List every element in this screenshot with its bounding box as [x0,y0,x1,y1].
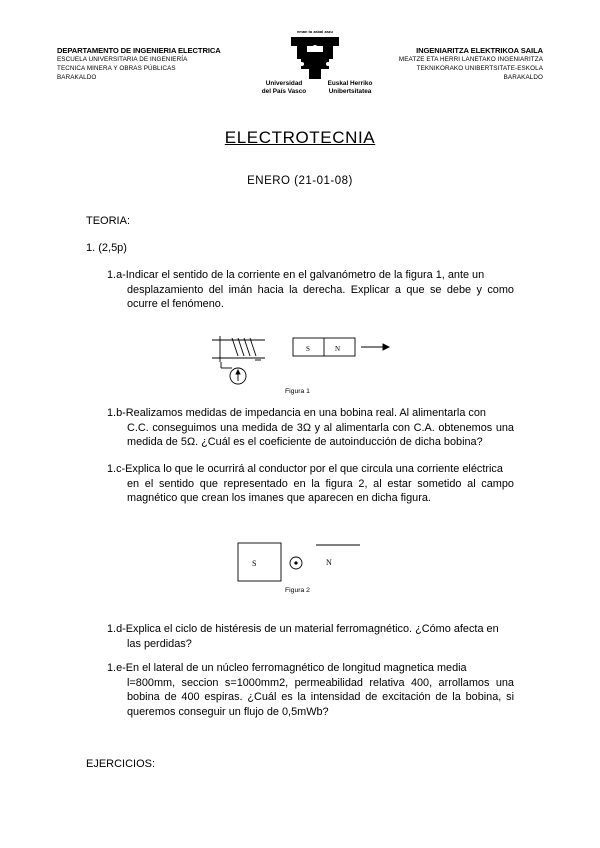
document-title: ELECTROTECNIA [224,128,376,147]
question-1c-cont: en el sentido que representado en la figura 2, al estar sometido al campo magnético que crean los imanes que aparecen en dicha figura. [127,477,514,504]
question-1b [107,406,514,450]
university-name-eu: Euskal Herriko Unibertsitatea [327,80,373,95]
question-1b-lead: 1.b-Realizamos medidas de impedancia en una bobina real. Al alimentarla con [107,407,486,419]
header-left [57,46,267,82]
exam-date: ENERO (21-01-08) [247,175,353,187]
question-1d-lead: 1.d-Explica el ciclo de histéresis de un material ferromagnético. ¿Cómo afecta en [107,623,499,635]
question-1a-cont: desplazamiento del imán hacia la derecha. Explicar a que se debe y como ocurre el fenómeno. [127,283,514,310]
school-line-eu-2: TEKNIKORAKO UNIBERTSITATE-ESKOLA [416,65,543,72]
question-1a [107,268,514,312]
department-name-eu: INGENIARITZA ELEKTRIKOA SAILA [416,46,543,55]
exercises-heading: EJERCICIOS: [86,758,156,770]
question-1b-cont: C.C. conseguimos una medida de 3Ω y al alimentarla con C.A. obtenemos una medida de 5Ω. ¿Cuál es el coeficiente de autoinducción de dicha bobina? [127,421,514,448]
figure-2 [230,538,370,588]
school-line-eu-1: MEATZE ETA HERRI LANETAKO INGENIARITZA [398,56,543,63]
question-1e-cont: l=800mm, seccion s=1000mm2, permeabilidad relativa 400, arrollamos una bobina de 400 espiras. ¿Cuál es la intensidad de excitación de la bobina, si queremos conseguir un flujo de 0,5mWb? [127,676,514,718]
question-1c-lead: 1.c-Explica lo que le ocurrirá al conductor por el que circula una corriente eléctrica [107,463,503,475]
question-1a-lead: 1.a-Indicar el sentido de la corriente en el galvanómetro de la figura 1, ante un [107,269,485,281]
question-1d [107,622,514,651]
figure-2-magnet-n: N [326,558,332,567]
school-line-1: ESCUELA UNIVERSITARIA DE INGENIERÍA [57,56,188,63]
question-1e [107,661,514,719]
university-name-es: Universidad del País Vasco [261,80,307,95]
question-1-heading: 1. (2,5p) [86,242,127,254]
school-line-eu-3: BARAKALDO [503,74,543,81]
figure-2-caption: Figura 2 [285,587,310,594]
figure-1-magnet-n: N [335,345,341,353]
logo-motto: eman ta zabal zazu [296,29,334,34]
question-1d-cont: las perdidas? [127,637,192,650]
figure-1-caption: Figura 1 [285,388,310,395]
question-1c [107,462,514,506]
school-line-2: TECNICA MINERA Y OBRAS PÚBLICAS [57,65,176,72]
department-name-es: DEPARTAMENTO DE INGENIERIA ELECTRICA [57,46,221,55]
question-1e-lead: 1.e-En el lateral de un núcleo ferromagnético de longitud magnetica media [107,662,467,674]
figure-1-magnet-s: S [306,345,310,353]
theory-heading: TEORIA: [86,215,131,227]
school-line-3: BARAKALDO [57,74,97,81]
figure-2-magnet-s: S [252,559,257,568]
